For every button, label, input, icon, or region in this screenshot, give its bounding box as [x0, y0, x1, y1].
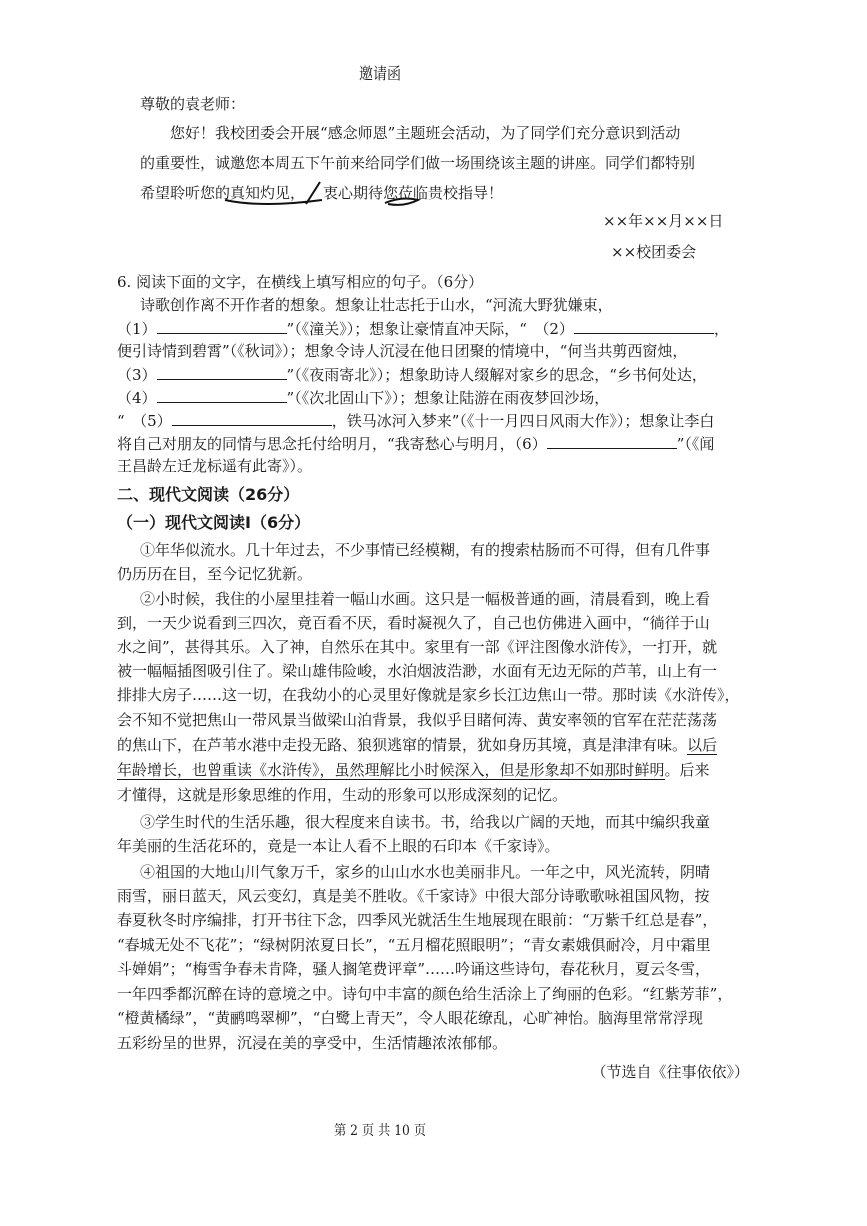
underlined-sentence: 年龄增长，也曾重读《水浒传》，虽然理解比小时候深入，但是形象却不如那时鲜明: [117, 761, 665, 779]
para-4-line-5: 斗婵娟”；“梅雪争春未肯降，骚人搁笔费评章”……吟诵这些诗句，春花秋月，夏云冬雪，: [117, 960, 711, 978]
para-2-line-8-end: 。后来: [664, 761, 710, 779]
para-2-line-8: [117, 760, 710, 780]
q6-line-5: [117, 364, 707, 385]
answer-blank-5[interactable]: [172, 410, 332, 426]
q6-line-2: 诗歌创作离不开作者的想象。想象让壮志托于山水，“河流大野犹嫌束，: [140, 296, 613, 314]
answer-blank-3[interactable]: [157, 364, 287, 380]
letter-sender: ××校团委会: [611, 243, 697, 261]
q6-line-4: 便引诗情到碧霄”（《秋词》）；想象令诗人沉浸在他日团聚的情境中，“何当共剪西窗烛，: [117, 342, 688, 360]
para-4-line-4: “春城无处不飞花”；“绿树阴浓夏日长”，“五月榴花照眼明”；“青女素娥俱耐冷，月中霜里: [117, 936, 711, 954]
q6-line-6: [117, 387, 609, 408]
para-3-line-2: 年美丽的生活花环的，竟是一本让人看不上眼的石印本《千家诗》。: [117, 837, 560, 855]
q6-label-4: （4）: [117, 389, 157, 407]
q6-line-5-text: ”（《夜雨寄北》）；想象助诗人缀解对家乡的思念，“乡书何处达，: [286, 366, 707, 384]
para-1-line-2: 仍历历在目，至今记忆犹新。: [117, 565, 313, 583]
para-2-line-4: 被一幅幅插图吸引住了。梁山雄伟险峻，水泊烟波浩渺，水面有无边无际的芦苇，山上有一: [117, 662, 718, 680]
handwritten-circle-mark: [382, 194, 422, 208]
para-4-line-3: 春夏秋冬时序编排，打开书往下念，四季风光就活生生地展现在眼前：“万紫千红总是春”，: [117, 911, 718, 929]
letter-body-line-3a: 希望聆听您的真知灼见，: [140, 184, 306, 202]
q6-prompt: 6. 阅读下面的文字，在横线上填写相应的句子。（6分）: [117, 273, 484, 291]
letter-body-line-3b: 衷心期待您莅临贵校指导！: [323, 184, 504, 202]
para-2-line-7: [117, 735, 717, 755]
letter-date: ××年××月××日: [603, 212, 724, 230]
letter-body-line-2: 的重要性，诚邀您本周五下午前来给同学们做一场围绕该主题的讲座。同学们都特别: [140, 154, 696, 172]
q6-line-3-comma: ，: [713, 320, 729, 338]
para-4-line-6: 一年四季都沉醉在诗的意境之中。诗句中丰富的颜色给生活涂上了绚丽的色彩。“红紫芳菲”，: [117, 985, 733, 1003]
q6-line-3-text: ”（《潼关》）；想象让豪情直冲天际，“ （2）: [286, 320, 574, 338]
para-2-line-5: 排排大房子……这一切，在我幼小的心灵里好像就是家乡长江边焦山一带。那时读《水浒传》，: [117, 686, 740, 704]
q6-label-1: （1）: [117, 320, 157, 338]
para-2-line-2: 到，一天少说看到三四次，竟百看不厌，看时凝视久了，自己也仿佛进入画中，“徜徉于山: [117, 614, 710, 632]
subsection-heading: （一）现代文阅读Ⅰ（6分）: [117, 513, 311, 532]
para-2-line-6: 会不知不觉把焦山一带风景当做梁山泊背景，我似乎目睹何涛、黄安率领的官军在茫茫荡荡: [117, 711, 718, 729]
answer-blank-6[interactable]: [547, 433, 677, 449]
handwritten-slash-mark: [302, 180, 324, 208]
source-citation: （节选自《往事依依》）: [591, 1063, 749, 1081]
para-2-line-7-text: 的焦山下，在芦苇水港中走投无路、狼狈逃窜的情景，犹如身历其境，真是津津有味。: [117, 736, 688, 754]
letter-title: 邀请函: [358, 64, 402, 83]
para-3-line-1: ③学生时代的生活乐趣，很大程度来自读书。书，给我以广阔的天地，而其中编织我童: [140, 813, 711, 831]
underlined-sentence-start: 以后: [687, 736, 718, 754]
para-4-line-8: 五彩纷呈的世界，沉浸在美的享受中，生活情趣浓浓郁郁。: [117, 1034, 508, 1052]
letter-body-line-1: 您好！我校团委会开展“感念师恩”主题班会活动，为了同学们充分意识到活动: [170, 124, 681, 142]
answer-blank-1[interactable]: [157, 318, 287, 334]
q6-line-8-end: ”（《闻: [676, 435, 715, 453]
para-4-line-2: 雨雪，丽日蓝天，风云变幻，真是美不胜收。《千家诗》中很大部分诗歌歌咏祖国风物，按: [117, 887, 710, 905]
section-heading: 二、现代文阅读（26分）: [117, 485, 300, 504]
q6-line-6-text: ”（《次北固山下》）；想象让陆游在雨夜梦回沙场，: [286, 389, 610, 407]
answer-blank-4[interactable]: [157, 387, 287, 403]
answer-blank-2[interactable]: [574, 318, 714, 334]
q6-label-3: （3）: [117, 366, 157, 384]
para-4-line-7: “橙黄橘绿”，“黄鹂鸣翠柳”，“白鹭上青天”，令人眼花缭乱，心旷神怡。脑海里常常浮现: [117, 1009, 704, 1027]
q6-line-9: 王昌龄左迁龙标遥有此寄》）。: [117, 457, 313, 475]
q6-label-5: “ （5）: [117, 412, 172, 430]
q6-line-7-text: ，铁马冰河入梦来”（《十一月四日风雨大作》）；想象让李白: [331, 412, 715, 430]
para-1-line-1: ①年华似流水。几十年过去，不少事情已经模糊，有的搜索枯肠而不可得，但有几件事: [140, 541, 711, 559]
q6-line-8-text: 将自己对朋友的同情与思念托付给明月，“我寄愁心与明月，（6）: [117, 435, 547, 453]
para-2-line-1: ②小时候，我住的小屋里挂着一幅山水画。这只是一幅极普通的画，清晨看到，晚上看: [140, 590, 711, 608]
q6-line-8: [117, 433, 714, 454]
page-number: 第 2 页 共 10 页: [333, 1123, 427, 1139]
para-4-line-1: ④祖国的大地山川气象万千，家乡的山山水水也美丽非凡。一年之中，风光流转，阴晴: [140, 863, 711, 881]
letter-salutation: 尊敬的袁老师：: [140, 95, 246, 113]
para-2-line-3: 水之间”，甚得其乐。入了神，自然乐在其中。家里有一部《评注图像水浒传》，一打开，就: [117, 638, 718, 656]
q6-line-7: [117, 410, 714, 431]
q6-line-3: [117, 318, 729, 339]
para-2-line-9: 才懂得，这就是形象思维的作用，生动的形象可以形成深刻的记忆。: [117, 786, 568, 804]
